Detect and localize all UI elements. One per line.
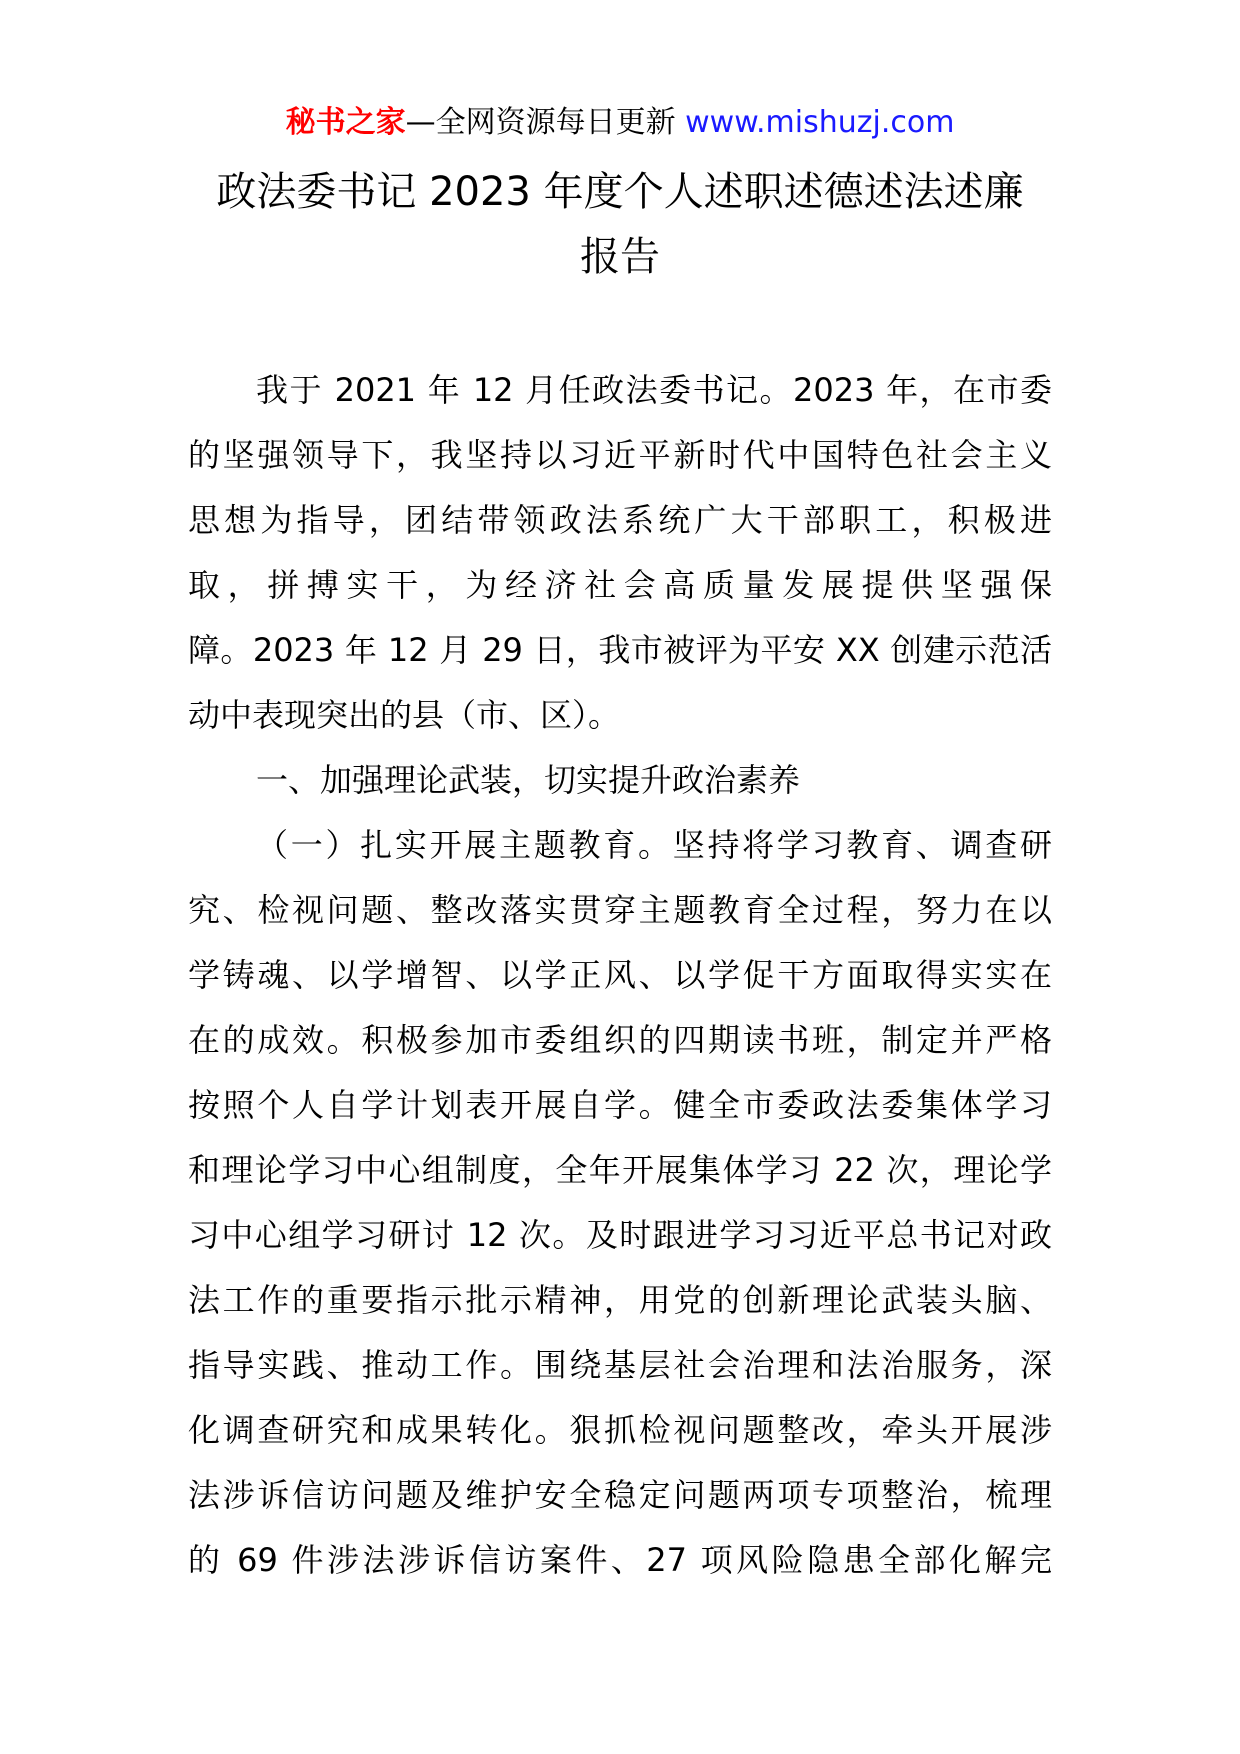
brand-name: 秘书之家 [285,105,406,140]
body-line: 动中表现突出的县（市、区）。 [188,696,621,734]
body-line: 学铸魂、以学增智、以学正风、以学促干方面取得实实在 [188,956,1052,994]
body-line: 障。2023 年 12 月 29 日，我市被评为平安 XX 创建示范活 [188,631,1052,669]
body-line: 的 69 件涉法涉诉信访案件、27 项风险隐患全部化解完 [188,1541,1052,1579]
site-url-link[interactable]: www.mishuzj.com [685,105,955,140]
body-line: 法涉诉信访问题及维护安全稳定问题两项专项整治，梳理 [188,1476,1052,1514]
body-line: 法工作的重要指示批示精神，用党的创新理论武装头脑、 [188,1281,1052,1319]
document-body [188,358,1052,1593]
body-line: 和理论学习中心组制度，全年开展集体学习 22 次，理论学 [188,1151,1052,1189]
title-line-2: 报告 [580,234,660,280]
subsection-heading-line: （一）扎实开展主题教育。坚持将学习教育、调查研 [256,826,1052,864]
header-tagline: —全网资源每日更新 [405,105,686,140]
body-line: 按照个人自学计划表开展自学。健全市委政法委集体学习 [188,1086,1052,1124]
title-line-1: 政法委书记 2023 年度个人述职述德述法述廉 [216,169,1024,215]
body-line: 习中心组学习研讨 12 次。及时跟进学习习近平总书记对政 [188,1216,1052,1254]
body-line: 的坚强领导下，我坚持以习近平新时代中国特色社会主义 [188,436,1052,474]
document-title [160,160,1080,290]
body-line: 在的成效。积极参加市委组织的四期读书班，制定并严格 [188,1021,1052,1059]
body-line: 化调查研究和成果转化。狠抓检视问题整改，牵头开展涉 [188,1411,1052,1449]
watermark-header [0,100,1240,146]
body-line: 取，拼搏实干，为经济社会高质量发展提供坚强保 [188,566,1052,604]
section-heading: 一、加强理论武装，切实提升政治素养 [256,761,801,799]
body-line: 究、检视问题、整改落实贯穿主题教育全过程，努力在以 [188,891,1052,929]
body-line: 指导实践、推动工作。围绕基层社会治理和法治服务，深 [188,1346,1052,1384]
body-line: 思想为指导，团结带领政法系统广大干部职工，积极进 [188,501,1052,539]
body-line: 我于 2021 年 12 月任政法委书记。2023 年，在市委 [256,371,1052,409]
